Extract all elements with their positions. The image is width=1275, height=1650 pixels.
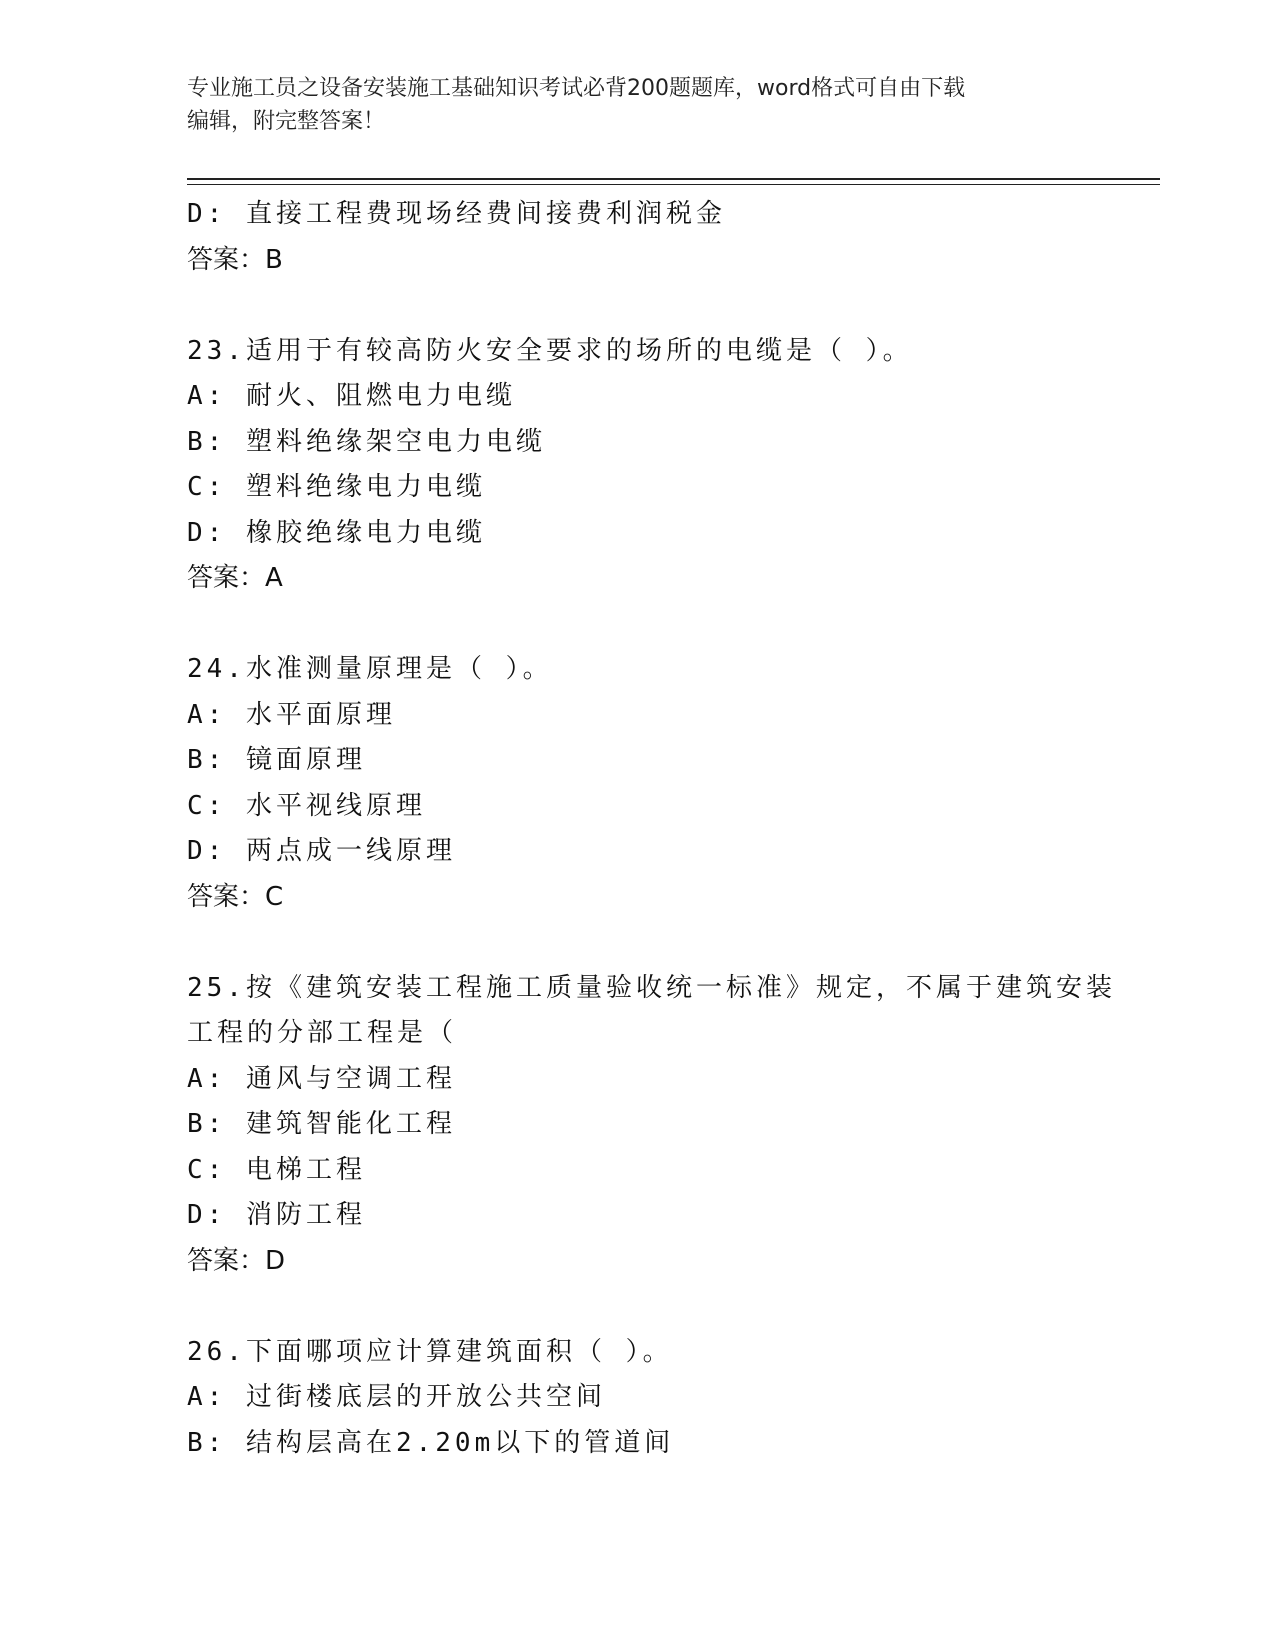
option-b: B: 镜面原理	[187, 745, 366, 775]
header-line-2: 编辑，附完整答案！	[187, 109, 386, 134]
question-26	[187, 1330, 1187, 1467]
question-24	[187, 647, 1187, 920]
option-c: C: 塑料绝缘电力电缆	[187, 472, 486, 502]
header-line-1: 专业施工员之设备安装施工基础知识考试必背200题题库，word格式可自由下载	[187, 76, 966, 101]
answer: 答案：D	[187, 1245, 286, 1276]
option-b: B: 塑料绝缘架空电力电缆	[187, 426, 546, 457]
question-stem-line-1: 25.按《建筑安装工程施工质量验收统一标准》规定，不属于建筑安装	[187, 972, 1116, 1003]
header-rule-thin	[187, 184, 1160, 185]
answer: 答案：A	[187, 563, 283, 593]
option-a: A: 耐火、阻燃电力电缆	[187, 381, 516, 411]
question-stem-line-2: 工程的分部工程是（	[187, 1018, 458, 1048]
option-d: D: 两点成一线原理	[187, 836, 456, 866]
question-stem: 24.水准测量原理是（ ）。	[187, 654, 553, 684]
question-list	[187, 192, 1187, 1466]
previous-option-d: D: 直接工程费现场经费间接费利润税金	[187, 199, 726, 229]
spacer	[187, 283, 1187, 329]
document-header	[187, 72, 1087, 138]
option-c: C: 电梯工程	[187, 1154, 366, 1185]
header-rule-thick	[187, 178, 1160, 180]
question-stem: 26.下面哪项应计算建筑面积（ ）。	[187, 1336, 673, 1367]
option-a: A: 水平面原理	[187, 699, 396, 730]
question-25	[187, 966, 1187, 1285]
option-d: D: 消防工程	[187, 1200, 366, 1230]
spacer	[187, 1284, 1187, 1330]
option-c: C: 水平视线原理	[187, 790, 426, 821]
option-a: A: 通风与空调工程	[187, 1063, 456, 1094]
answer: 答案：C	[187, 881, 284, 912]
spacer	[187, 602, 1187, 648]
spacer	[187, 920, 1187, 966]
option-b: B: 建筑智能化工程	[187, 1109, 456, 1139]
option-b: B: 结构层高在2.20m以下的管道间	[187, 1427, 675, 1458]
option-d: D: 橡胶绝缘电力电缆	[187, 517, 486, 548]
question-23	[187, 329, 1187, 602]
option-a: A: 过街楼底层的开放公共空间	[187, 1382, 606, 1412]
previous-answer: 答案：B	[187, 244, 283, 275]
question-stem: 23.适用于有较高防火安全要求的场所的电缆是（ ）。	[187, 335, 913, 366]
